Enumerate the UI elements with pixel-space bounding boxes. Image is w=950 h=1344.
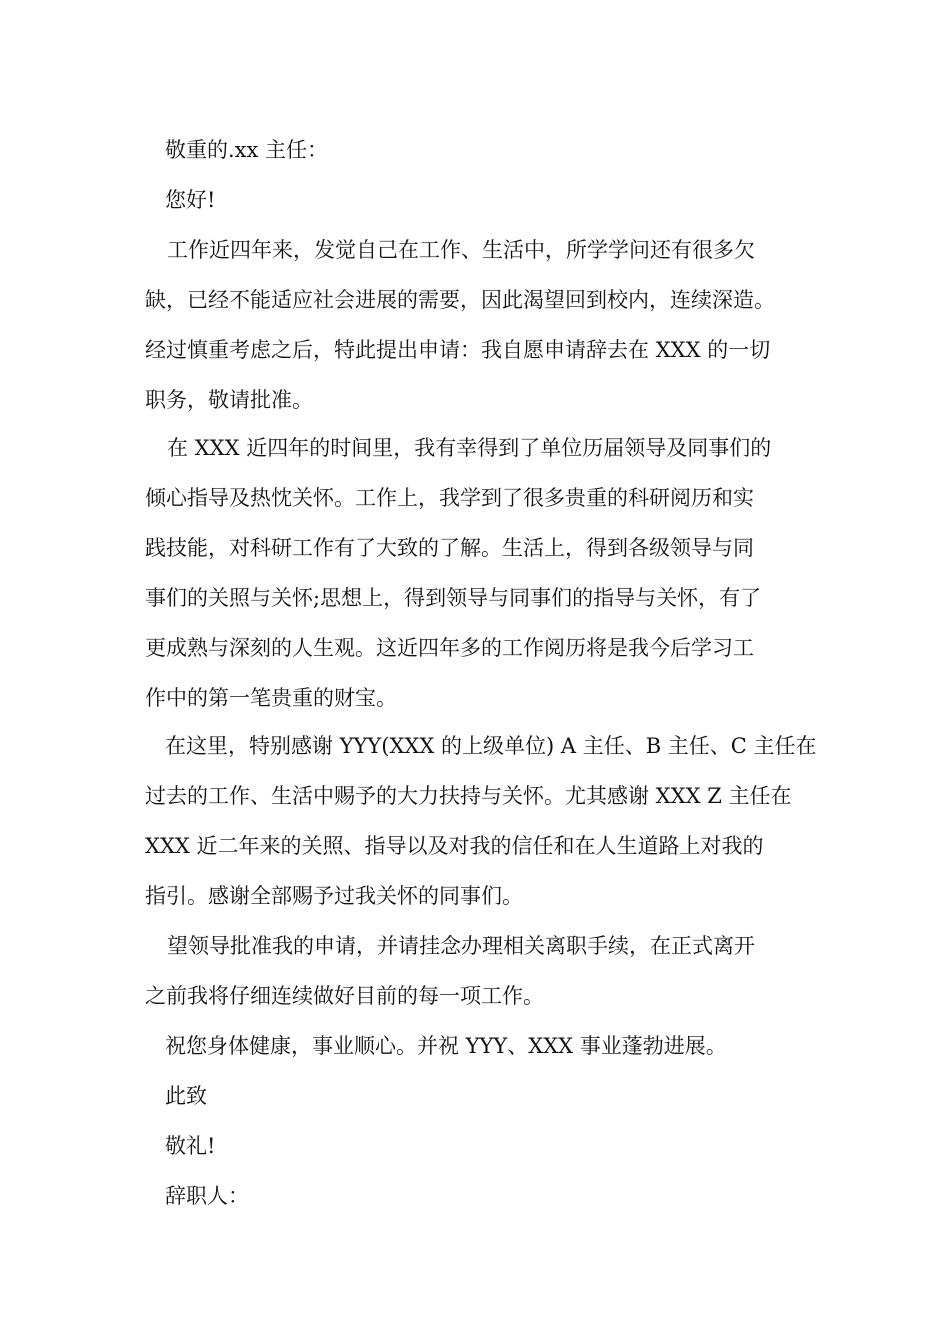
paragraph-line: 望领导批准我的申请，并请挂念办理相关离职手续，在正式离开: [167, 934, 755, 958]
paragraph-line: 工作近四年来，发觉自己在工作、生活中，所学学问还有很多欠: [167, 238, 755, 262]
paragraph-line: 职务，敬请批准。: [145, 388, 313, 412]
signature-label: 辞职人：: [165, 1184, 249, 1208]
closing-jing-li: 敬礼!: [165, 1134, 216, 1158]
paragraph-line: 经过慎重考虑之后，特此提出申请：我自愿申请辞去在 XXX 的一切: [145, 338, 771, 362]
paragraph-line: 践技能，对科研工作有了大致的了解。生活上，得到各级领导与同: [145, 536, 754, 560]
greeting: 您好!: [165, 188, 216, 212]
paragraph-line: 在 XXX 近四年的时间里，我有幸得到了单位历届领导及同事们的: [167, 436, 772, 460]
paragraph-line: 在这里，特别感谢 YYY(XXX 的上级单位) A 主任、B 主任、C 主任在: [165, 734, 817, 758]
paragraph-line: 作中的第一笔贵重的财宝。: [145, 686, 397, 710]
paragraph-line: 事们的关照与关怀;思想上，得到领导与同事们的指导与关怀，有了: [145, 586, 762, 610]
closing-ci-zhi: 此致: [165, 1084, 207, 1108]
paragraph-line: XXX 近二年来的关照、指导以及对我的信任和在人生道路上对我的: [145, 834, 764, 858]
paragraph-line: 过去的工作、生活中赐予的大力扶持与关怀。尤其感谢 XXX Z 主任在: [145, 784, 792, 808]
paragraph-line: 倾心指导及热忱关怀。工作上，我学到了很多贵重的科研阅历和实: [145, 486, 754, 510]
paragraph-line: 之前我将仔细连续做好目前的每一项工作。: [145, 984, 544, 1008]
paragraph-line: 缺，已经不能适应社会进展的需要，因此渴望回到校内，连续深造。: [145, 288, 775, 312]
salutation: 敬重的.xx 主任：: [165, 138, 329, 162]
paragraph-line: 更成熟与深刻的人生观。这近四年多的工作阅历将是我今后学习工: [145, 636, 754, 660]
wishes: 祝您身体健康，事业顺心。并祝 YYY、XXX 事业蓬勃进展。: [165, 1034, 727, 1058]
paragraph-line: 指引。感谢全部赐予过我关怀的同事们。: [145, 884, 523, 908]
